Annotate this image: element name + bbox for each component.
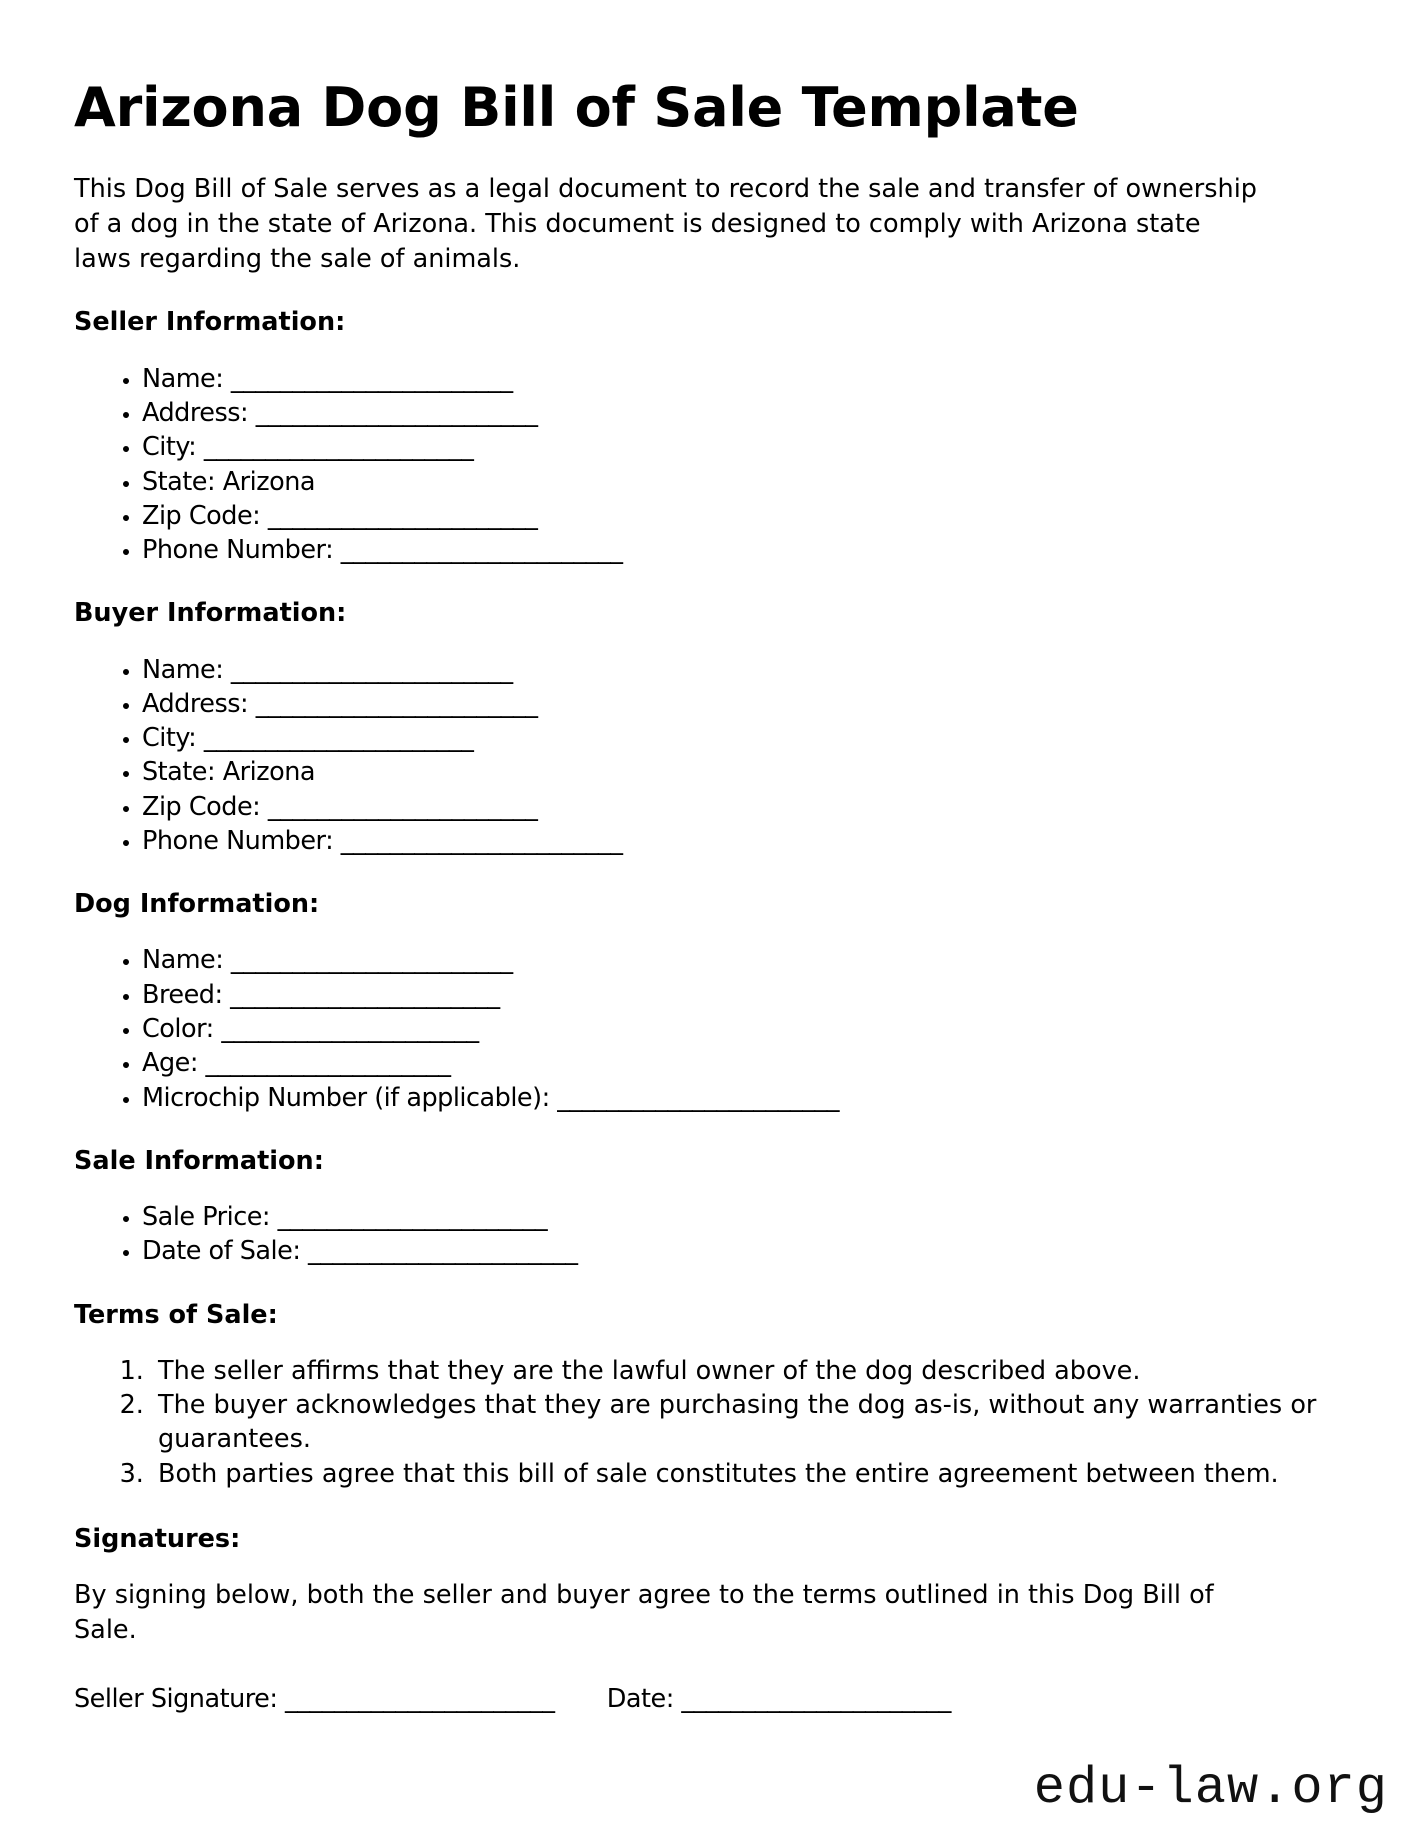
sale-field-list [74,1200,1342,1269]
list-item: 3. Both parties agree that this bill of sale constitutes the entire agreement between them. [152,1457,1328,1491]
signature-date-field[interactable]: Date: ______________________ [606,1683,951,1714]
list-item: • Color: _____________________ [142,1012,1342,1046]
dog-information-heading: Dog Information: [74,889,320,920]
seller-information-heading: Seller Information: [74,307,346,338]
list-item: 2. The buyer acknowledges that they are purchasing the dog as-is, without any warranties or guarantees. [152,1388,1328,1457]
list-item: • State: Arizona [142,465,1342,499]
signature-line-row [74,1682,1342,1716]
list-item: • Date of Sale: ______________________ [142,1234,1342,1268]
list-item: • Address: _______________________ [142,396,1342,430]
list-item: • Phone Number: _______________________ [142,533,1342,567]
dog-field-list [74,943,1342,1114]
list-item: 1. The seller affirms that they are the lawful owner of the dog described above. [152,1354,1328,1388]
list-item: • Name: _______________________ [142,653,1342,687]
list-item: • Phone Number: _______________________ [142,824,1342,858]
terms-of-sale-heading: Terms of Sale: [74,1299,278,1330]
seller-signature-field[interactable]: Seller Signature: ______________________ [74,1683,555,1714]
signature-statement: By signing below, both the seller and buyer agree to the terms outlined in this Dog Bill of Sale. [74,1580,1214,1645]
list-item: • Name: _______________________ [142,362,1342,396]
list-item: • Sale Price: ______________________ [142,1200,1342,1234]
signatures-heading: Signatures: [74,1524,241,1555]
list-item: • Microchip Number (if applicable): _______________________ [142,1081,1342,1115]
list-item: • Age: ____________________ [142,1046,1342,1080]
list-item: • City: ______________________ [142,721,1342,755]
list-item: • Address: _______________________ [142,687,1342,721]
list-item: • Zip Code: ______________________ [142,790,1342,824]
page-title: Arizona Dog Bill of Sale Template [74,76,1079,139]
buyer-information-heading: Buyer Information: [74,598,347,629]
sale-information-heading: Sale Information: [74,1145,324,1176]
seller-field-list [74,362,1342,568]
intro-paragraph: This Dog Bill of Sale serves as a legal document to record the sale and transfer of ownership of a dog in the state of Arizona. This document is designed to comply with Arizona state laws regarding the sale of animals. [74,174,1257,274]
list-item: • Zip Code: ______________________ [142,499,1342,533]
list-item: • State: Arizona [142,755,1342,789]
list-item: • Name: _______________________ [142,943,1342,977]
site-watermark: edu-law.org [1033,1759,1388,1818]
buyer-field-list [74,653,1342,859]
list-item: • Breed: ______________________ [142,978,1342,1012]
list-item: • City: ______________________ [142,430,1342,464]
terms-of-sale-list [74,1354,1342,1491]
